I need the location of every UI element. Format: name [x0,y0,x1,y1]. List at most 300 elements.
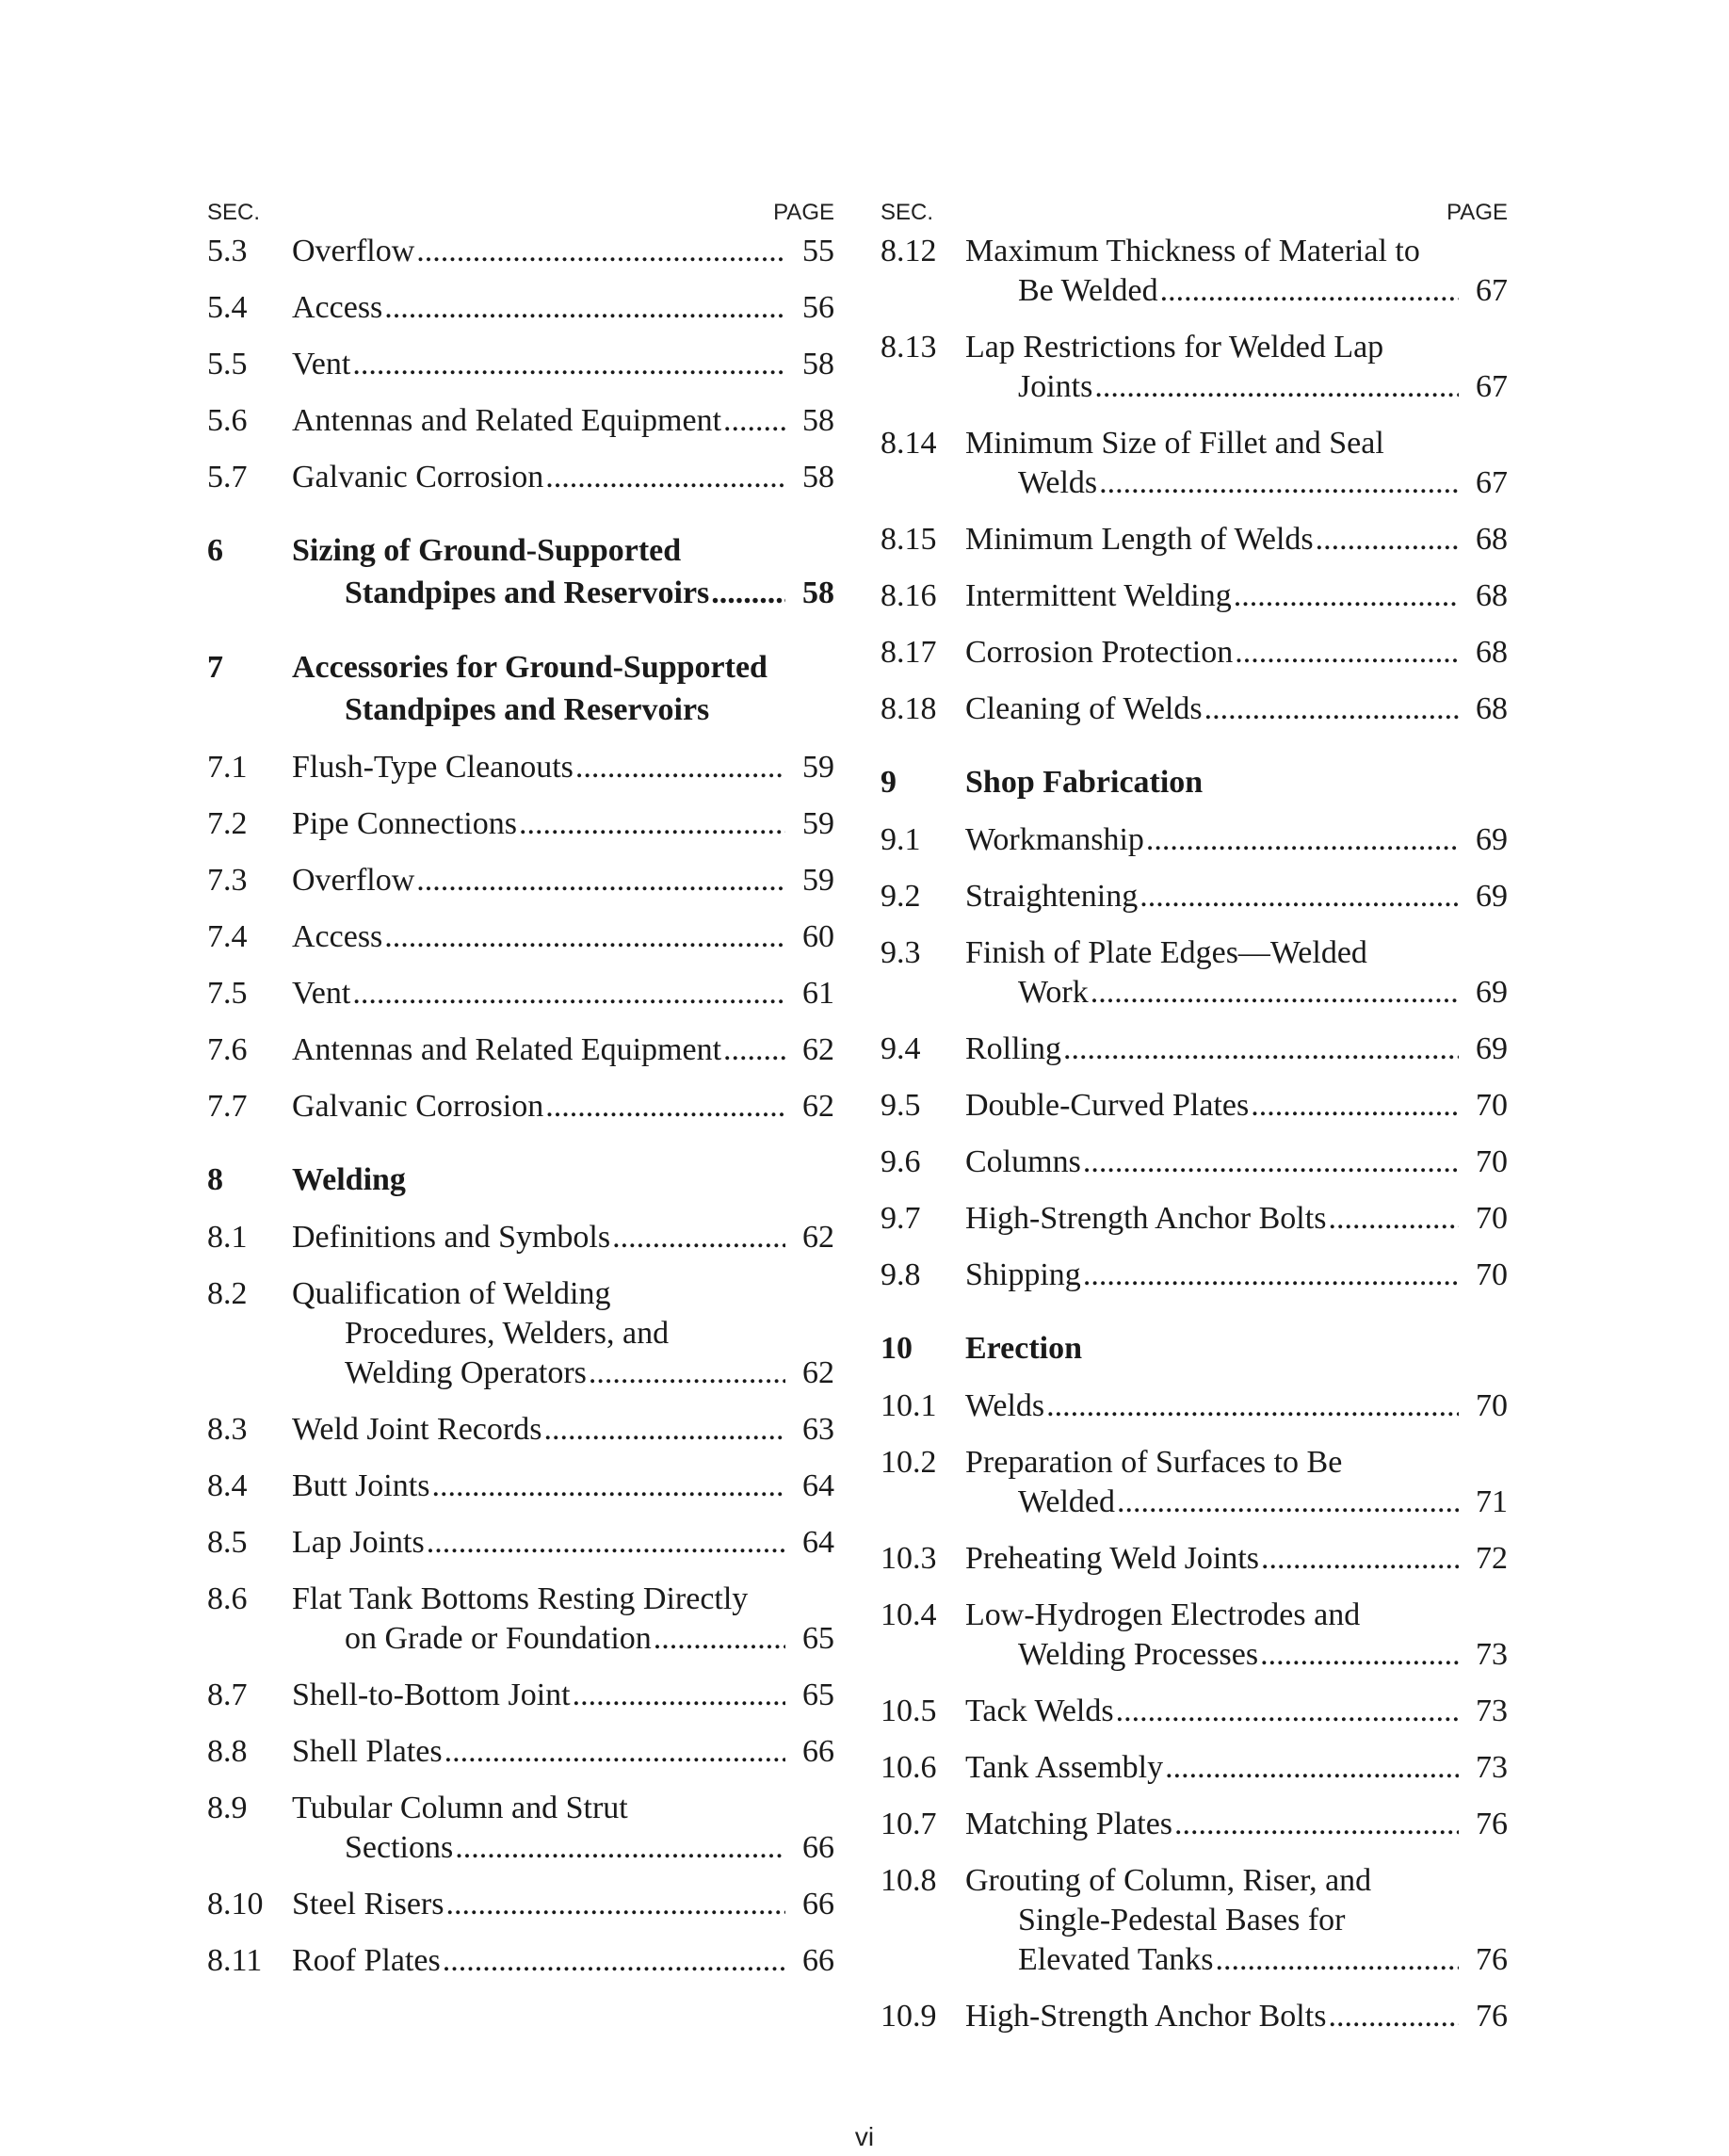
section-number: 8.1 [207,1220,248,1255]
dot-leader [1316,520,1459,559]
entry-line [292,748,834,787]
page-ref: 59 [802,806,834,841]
sec-heading: SEC. [881,200,934,225]
section-number: 7.7 [207,1089,248,1124]
dot-leader [1063,1029,1459,1069]
toc-section [881,1199,1508,1239]
toc-section [881,1256,1508,1295]
toc-section [881,424,1508,503]
section-title: Lap Restrictions for Welded Lap [965,330,1384,365]
entry-line [965,1805,1508,1844]
section-title: Tank Assembly [965,1750,1164,1785]
entry-line [965,820,1508,860]
page-ref: 56 [802,290,834,325]
entry-line [965,761,1508,803]
dot-leader [573,1676,785,1715]
toc-section [881,1748,1508,1788]
section-title: Be Welded [1018,273,1158,308]
page-ref: 62 [802,1032,834,1067]
section-number: 9.2 [881,879,921,914]
dot-leader [431,1467,785,1506]
entry-line [292,1732,834,1772]
section-number: 8.15 [881,522,937,557]
toc-section [881,1086,1508,1126]
page-ref: 72 [1476,1541,1508,1576]
section-number: 7.2 [207,806,248,841]
section-title: Corrosion Protection [965,635,1234,670]
toc-section [881,820,1508,860]
page-ref: 76 [1476,1942,1508,1977]
section-title: High-Strength Anchor Bolts [965,1201,1327,1236]
entry-line [292,1885,834,1924]
entry-line [292,401,834,441]
dot-leader [545,1087,785,1127]
page-ref: 69 [1476,975,1508,1010]
section-title: Steel Risers [292,1887,444,1921]
entry-line [965,424,1508,463]
dot-leader [1146,820,1459,860]
entry-line [965,1199,1508,1239]
entry-line [965,1901,1508,1940]
section-title: Shipping [965,1257,1081,1292]
toc-section [207,401,834,441]
page-ref: 70 [1476,1144,1508,1179]
dot-leader [1260,1635,1459,1675]
entry-line [965,1086,1508,1126]
section-title: Single-Pedestal Bases for [1018,1903,1346,1937]
page-ref: 66 [802,1887,834,1921]
toc-section [207,1410,834,1450]
section-number: 8.2 [207,1276,248,1311]
section-number: 8.16 [881,578,937,613]
dot-leader [384,288,785,328]
section-number: 8.4 [207,1468,248,1503]
section-number: 8.8 [207,1734,248,1769]
page-ref: 58 [802,403,834,438]
entry-line [292,1467,834,1506]
page-ref: 69 [1476,1031,1508,1066]
dot-leader [444,1732,785,1772]
entry-line [292,974,834,1013]
entry-line [292,804,834,844]
section-number: 10.2 [881,1445,937,1480]
entry-line [292,1941,834,1981]
entry-line [965,1997,1508,2036]
entry-line [965,689,1508,729]
section-number: 7 [207,650,223,685]
page-ref: 65 [802,1621,834,1656]
section-number: 5.3 [207,234,248,268]
entry-line [965,367,1508,407]
toc-chapter [881,1327,1508,1370]
page-ref: 58 [802,347,834,381]
toc-section [881,520,1508,559]
toc-section [207,1676,834,1715]
section-title: High-Strength Anchor Bolts [965,1999,1327,2034]
entry-line [965,877,1508,916]
dot-leader [1083,1143,1459,1182]
section-number: 8.18 [881,691,937,726]
toc-entries-right [881,232,1508,2036]
entry-line [965,1748,1508,1788]
section-title: Low-Hydrogen Electrodes and [965,1597,1361,1632]
section-title: Joints [1018,369,1093,404]
entry-line [292,917,834,957]
entry-line [292,345,834,384]
section-title: Maximum Thickness of Material to [965,234,1420,268]
entry-line [292,1523,834,1563]
toc-section [207,458,834,497]
dot-leader [1174,1805,1459,1844]
section-title: Flush-Type Cleanouts [292,750,574,785]
toc-column-right [881,188,1508,2036]
page-ref: 66 [802,1830,834,1865]
toc-section [207,232,834,271]
dot-leader [1261,1539,1459,1579]
entry-line [292,646,834,689]
dot-leader [1116,1692,1459,1731]
dot-leader [711,572,785,614]
section-number: 5.4 [207,290,248,325]
section-title: Shell-to-Bottom Joint [292,1678,571,1712]
section-number: 9.6 [881,1144,921,1179]
page-ref: 67 [1476,273,1508,308]
section-title: Galvanic Corrosion [292,1089,544,1124]
entry-line [292,861,834,900]
entry-line [292,1676,834,1715]
entry-line [292,1274,834,1314]
page-ref: 70 [1476,1088,1508,1123]
section-title: Double-Curved Plates [965,1088,1250,1123]
entry-line [292,232,834,271]
page-ref: 62 [802,1220,834,1255]
section-title: Vent [292,347,351,381]
toc-section [881,633,1508,673]
section-title: Minimum Length of Welds [965,522,1314,557]
page-ref: 60 [802,919,834,954]
section-title: Access [292,290,383,325]
page-ref: 59 [802,863,834,898]
section-title: Columns [965,1144,1081,1179]
entry-line [965,1256,1508,1295]
section-title: Sections [345,1830,454,1865]
section-title: Workmanship [965,822,1144,857]
page-ref: 59 [802,750,834,785]
entry-line [965,1635,1508,1675]
dot-leader [575,748,785,787]
dot-leader [1165,1748,1459,1788]
toc-section [881,933,1508,1013]
toc-section [207,1885,834,1924]
toc-section [207,1789,834,1868]
entry-line [292,689,834,731]
page-ref: 73 [1476,1750,1508,1785]
dot-leader [352,974,785,1013]
dot-leader [455,1828,785,1868]
toc-section [207,1523,834,1563]
toc-section [207,1218,834,1257]
column-header [881,188,1508,226]
section-number: 9 [881,765,897,800]
dot-leader [1234,576,1459,616]
entry-line [292,288,834,328]
section-title: Standpipes and Reservoirs [345,575,710,610]
page-ref: 70 [1476,1257,1508,1292]
toc-section [881,1443,1508,1522]
section-title: Welded [1018,1484,1115,1519]
page-ref: 68 [1476,522,1508,557]
sec-heading: SEC. [207,200,261,225]
section-number: 10.9 [881,1999,937,2034]
entry-line [965,271,1508,311]
section-title: Tack Welds [965,1694,1114,1728]
section-title: Grouting of Column, Riser, and [965,1863,1372,1898]
page-ref: 63 [802,1412,834,1447]
section-title: Tubular Column and Strut [292,1791,628,1825]
page-ref: 62 [802,1089,834,1124]
section-number: 8.14 [881,426,937,461]
dot-leader [384,917,785,957]
section-title: Elevated Tanks [1018,1942,1214,1977]
section-number: 10 [881,1331,913,1366]
page-ref: 68 [1476,635,1508,670]
dot-leader [1046,1386,1459,1426]
section-number: 8.6 [207,1581,248,1616]
section-number: 9.7 [881,1201,921,1236]
dot-leader [1251,1086,1459,1126]
toc-section [207,1274,834,1393]
toc-section [207,288,834,328]
page-ref: 71 [1476,1484,1508,1519]
section-number: 5.7 [207,460,248,494]
section-number: 9.3 [881,935,921,970]
page-ref: 64 [802,1468,834,1503]
entry-line [965,328,1508,367]
section-title: Work [1018,975,1089,1010]
section-title: Lap Joints [292,1525,425,1560]
section-number: 10.1 [881,1388,937,1423]
section-title: Antennas and Related Equipment [292,1032,722,1067]
page-heading: PAGE [773,200,834,225]
page-ref: 76 [1476,1999,1508,2034]
section-title: Cleaning of Welds [965,691,1203,726]
entry-line [292,1159,834,1201]
column-header [207,188,834,226]
section-title: Erection [965,1331,1083,1366]
section-number: 9.5 [881,1088,921,1123]
entry-line [965,1327,1508,1370]
section-title: Standpipes and Reservoirs [345,692,710,727]
page-ref: 70 [1476,1201,1508,1236]
section-title: Matching Plates [965,1807,1173,1841]
section-title: Shop Fabrication [965,765,1204,800]
section-number: 10.8 [881,1863,937,1898]
toc-section [881,1596,1508,1675]
section-number: 8.9 [207,1791,248,1825]
toc-section [881,1861,1508,1980]
dot-leader [589,1354,785,1393]
page-ref: 73 [1476,1694,1508,1728]
page-ref: 61 [802,976,834,1011]
section-title: Finish of Plate Edges—Welded [965,935,1367,970]
dot-leader [443,1941,785,1981]
toc-section [207,1941,834,1981]
section-title: on Grade or Foundation [345,1621,652,1656]
section-number: 8.10 [207,1887,264,1921]
section-title: Procedures, Welders, and [345,1316,670,1351]
dot-leader [1099,463,1459,503]
section-number: 8.13 [881,330,937,365]
section-title: Weld Joint Records [292,1412,542,1447]
toc-column-left [207,188,834,1981]
page-heading: PAGE [1446,200,1508,225]
entry-line [965,1596,1508,1635]
page-ref: 67 [1476,465,1508,500]
section-title: Vent [292,976,351,1011]
entry-line [965,1692,1508,1731]
toc-section [207,345,834,384]
toc-section [207,804,834,844]
section-number: 7.3 [207,863,248,898]
entry-line [965,1143,1508,1182]
section-number: 7.6 [207,1032,248,1067]
section-number: 5.6 [207,403,248,438]
section-title: Qualification of Welding [292,1276,611,1311]
section-number: 8.3 [207,1412,248,1447]
dot-leader [612,1218,785,1257]
entry-line [965,973,1508,1013]
entry-line [965,232,1508,271]
toc-section [881,689,1508,729]
toc-section [881,877,1508,916]
section-title: Roof Plates [292,1943,441,1978]
toc-section [881,576,1508,616]
page-ref: 68 [1476,578,1508,613]
page-ref: 65 [802,1678,834,1712]
toc-section [207,1580,834,1659]
entry-line [965,933,1508,973]
section-title: Pipe Connections [292,806,517,841]
section-title: Access [292,919,383,954]
section-number: 8 [207,1162,223,1197]
section-title: Preheating Weld Joints [965,1541,1260,1576]
entry-line [965,520,1508,559]
page-ref: 70 [1476,1388,1508,1423]
section-number: 9.1 [881,822,921,857]
toc-section [207,861,834,900]
dot-leader [519,804,785,844]
entry-line [965,1940,1508,1980]
section-title: Shell Plates [292,1734,443,1769]
dot-leader [1160,271,1459,311]
page-ref: 66 [802,1943,834,1978]
toc-section [207,1467,834,1506]
entry-line [292,1580,834,1619]
page-ref: 64 [802,1525,834,1560]
dot-leader [427,1523,785,1563]
toc-section [881,1143,1508,1182]
section-number: 8.5 [207,1525,248,1560]
section-number: 6 [207,533,223,568]
toc-chapter [207,529,834,614]
dot-leader [1117,1483,1459,1522]
toc-section [881,1386,1508,1426]
toc-chapter [207,1159,834,1201]
entry-line [965,1539,1508,1579]
dot-leader [1139,877,1459,916]
section-title: Overflow [292,863,415,898]
page-ref: 62 [802,1355,834,1390]
section-number: 9.8 [881,1257,921,1292]
entry-line [292,1087,834,1127]
section-number: 10.6 [881,1750,937,1785]
toc-section [881,1029,1508,1069]
toc-section [881,328,1508,407]
entry-line [292,1030,834,1070]
section-number: 5.5 [207,347,248,381]
section-number: 10.3 [881,1541,937,1576]
entry-line [965,633,1508,673]
entry-line [292,529,834,572]
dot-leader [445,1885,785,1924]
section-number: 8.12 [881,234,937,268]
entry-line [965,1483,1508,1522]
section-number: 8.17 [881,635,937,670]
dot-leader [1091,973,1459,1013]
toc-section [881,232,1508,311]
entry-line [292,1619,834,1659]
page-ref: 67 [1476,369,1508,404]
entry-line [965,1029,1508,1069]
dot-leader [1328,1199,1459,1239]
entry-line [292,1789,834,1828]
page-ref: 66 [802,1734,834,1769]
entry-line [965,1386,1508,1426]
section-title: Butt Joints [292,1468,430,1503]
page-ref: 69 [1476,879,1508,914]
section-title: Flat Tank Bottoms Resting Directly [292,1581,749,1616]
entry-line [965,1861,1508,1901]
page-ref: 55 [802,234,834,268]
page-ref: 68 [1476,691,1508,726]
dot-leader [543,1410,785,1450]
page-ref: 69 [1476,822,1508,857]
section-title: Accessories for Ground-Supported [292,650,768,685]
dot-leader [352,345,785,384]
dot-leader [1083,1256,1459,1295]
section-number: 7.1 [207,750,248,785]
dot-leader [1204,689,1459,729]
toc-section [881,1805,1508,1844]
entry-line [292,1354,834,1393]
section-title: Rolling [965,1031,1062,1066]
section-number: 10.5 [881,1694,937,1728]
entry-line [965,576,1508,616]
dot-leader [723,401,785,441]
section-number: 9.4 [881,1031,921,1066]
dot-leader [1235,633,1459,673]
section-title: Overflow [292,234,415,268]
dot-leader [545,458,785,497]
section-title: Welding Processes [1018,1637,1259,1672]
page-number: vi [854,2122,875,2151]
section-number: 8.11 [207,1943,263,1978]
dot-leader [416,232,785,271]
page-ref: 73 [1476,1637,1508,1672]
dot-leader [654,1619,785,1659]
toc-section [207,974,834,1013]
page-ref: 58 [802,460,834,494]
